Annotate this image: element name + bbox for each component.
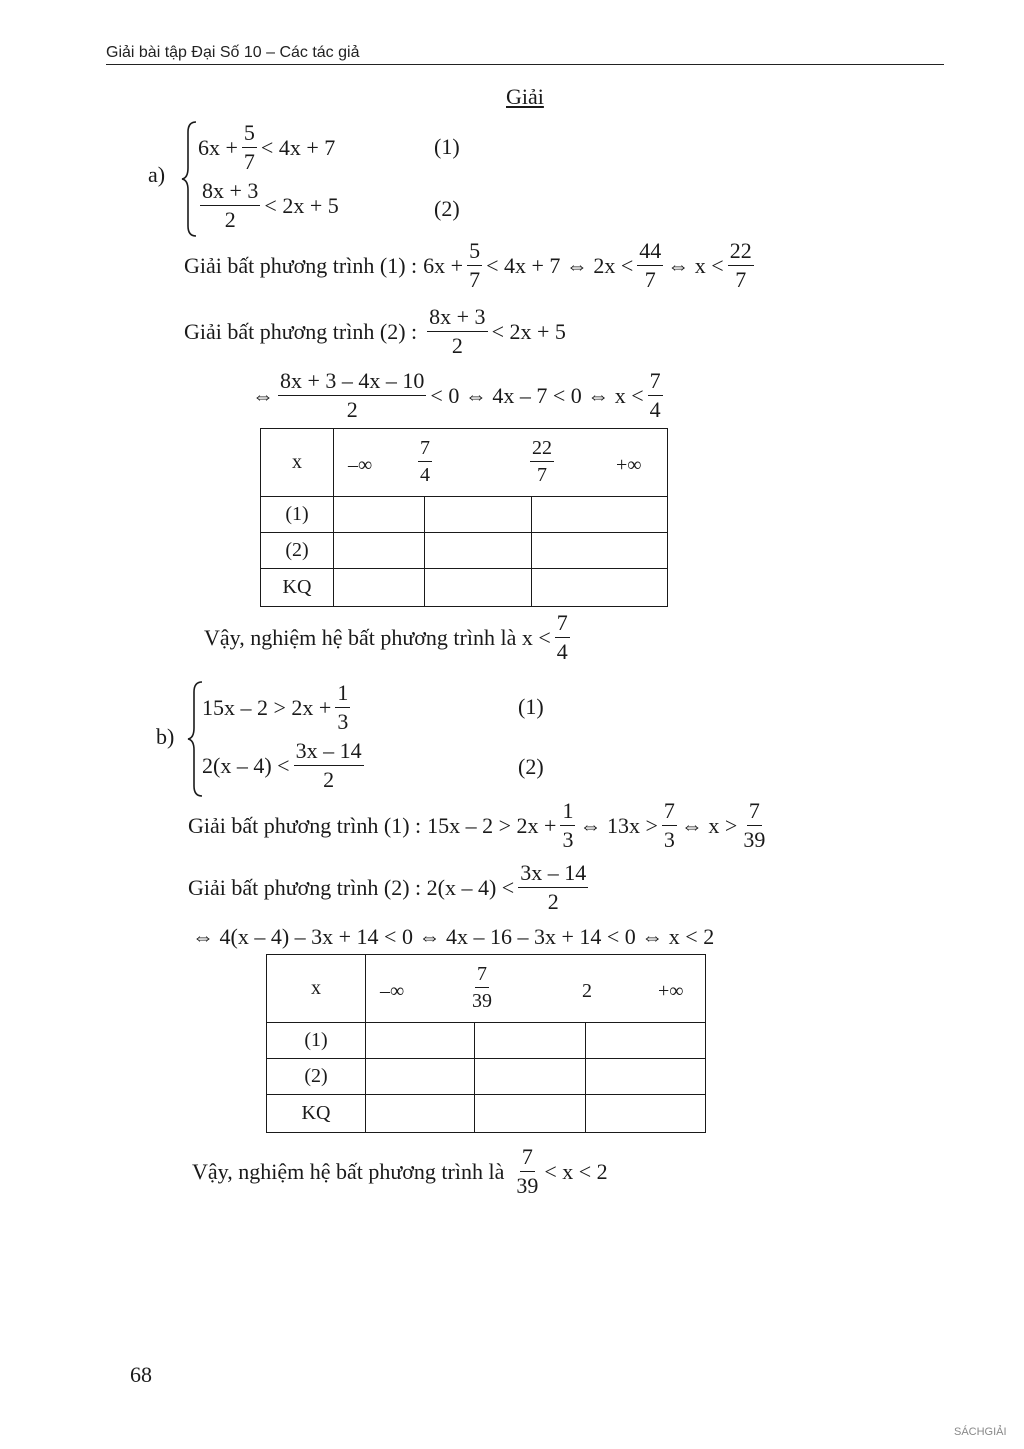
table-b-row-label: (2) bbox=[267, 1059, 366, 1095]
point-7-4: $\frac{7}{4}$ bbox=[420, 436, 430, 486]
pos-infinity-b: +∞ bbox=[658, 979, 684, 1002]
eq1-tag-b: (1) bbox=[518, 694, 544, 719]
solve-a-2: Giải bất phương trình (2) : $\frac{8x + 3}{2}$ < 2x + 5 bbox=[184, 304, 566, 358]
solve-a-2b: ⇔ $\frac{8x + 3 - 4x - 10}{2}$ < 0 ⇔ 4x – 7 < 0 ⇔ x < $\frac{7}{4}$ bbox=[252, 368, 661, 422]
table-a-axis bbox=[334, 429, 668, 497]
table-a-row-label: KQ bbox=[261, 569, 334, 607]
point-7-39: $\frac{7}{39}$ bbox=[472, 962, 492, 1012]
system-b-eq1: 15x – 2 > 2x + $\frac{1}{3}$ bbox=[202, 680, 349, 734]
system-b-eq2: 2(x – 4) < $\frac{3x - 14}{2}$ bbox=[202, 738, 362, 792]
table-b-row-label: KQ bbox=[267, 1095, 366, 1133]
table-a-row-label: (1) bbox=[261, 497, 334, 533]
pos-infinity-a: +∞ bbox=[616, 453, 642, 476]
eq2-tag-b: (2) bbox=[518, 754, 544, 779]
section-title: Giải bbox=[506, 84, 544, 109]
system-a-eq1: 6x + $\frac{5}{7}$ < 4x + 7 bbox=[198, 120, 336, 174]
table-b-axis bbox=[366, 955, 706, 1023]
point-22-7: $\frac{22}{7}$ bbox=[532, 436, 552, 486]
table-a-row-label: (2) bbox=[261, 533, 334, 569]
table-b-x-header: x bbox=[267, 955, 366, 1023]
sign-table-a bbox=[260, 428, 668, 607]
eq2-tag-a: (2) bbox=[434, 196, 460, 221]
watermark-logo: SÁCHGIẢI bbox=[954, 1426, 1007, 1438]
conclusion-a: Vậy, nghiệm hệ bất phương trình là x < $\frac{7}{4}$ bbox=[204, 610, 568, 664]
solve-b-2b: ⇔ 4(x – 4) – 3x + 14 < 0 ⇔ 4x – 16 – 3x + 14 < 0 ⇔ x < 2 bbox=[192, 924, 715, 949]
solve-a-1: Giải bất phương trình (1) : 6x + $\frac{5}{7}$ < 4x + 7 ⇔ 2x < $\frac{44}{7}$ ⇔ x < $\frac{22}{7}$ bbox=[184, 238, 752, 292]
part-a-label: a) bbox=[148, 162, 166, 187]
solve-b-1: Giải bất phương trình (1) : 15x – 2 > 2x + $\frac{1}{3}$ ⇔ 13x > $\frac{7}{3}$ ⇔ x > $\frac{7}{39}$ bbox=[188, 798, 766, 852]
table-b-row-label: (1) bbox=[267, 1023, 366, 1059]
running-header: Giải bài tập Đại Số 10 – Các tác giả bbox=[106, 44, 360, 61]
eq1-tag-a: (1) bbox=[434, 134, 460, 159]
part-b-label: b) bbox=[156, 724, 175, 749]
neg-infinity-b: –∞ bbox=[380, 979, 405, 1002]
table-a-x-header: x bbox=[261, 429, 334, 497]
solve-b-2: Giải bất phương trình (2) : 2(x – 4) < $\frac{3x - 14}{2}$ bbox=[188, 860, 587, 914]
page-number: 68 bbox=[130, 1362, 152, 1387]
system-a-eq2: $\frac{8x + 3}{2}$ < 2x + 5 bbox=[202, 178, 339, 232]
neg-infinity-a: –∞ bbox=[348, 453, 373, 476]
point-2: 2 bbox=[582, 979, 592, 1002]
header-rule bbox=[106, 64, 944, 65]
sign-table-b bbox=[266, 954, 706, 1133]
conclusion-b: Vậy, nghiệm hệ bất phương trình là $\frac{7}{39}$ < x < 2 bbox=[192, 1144, 608, 1198]
